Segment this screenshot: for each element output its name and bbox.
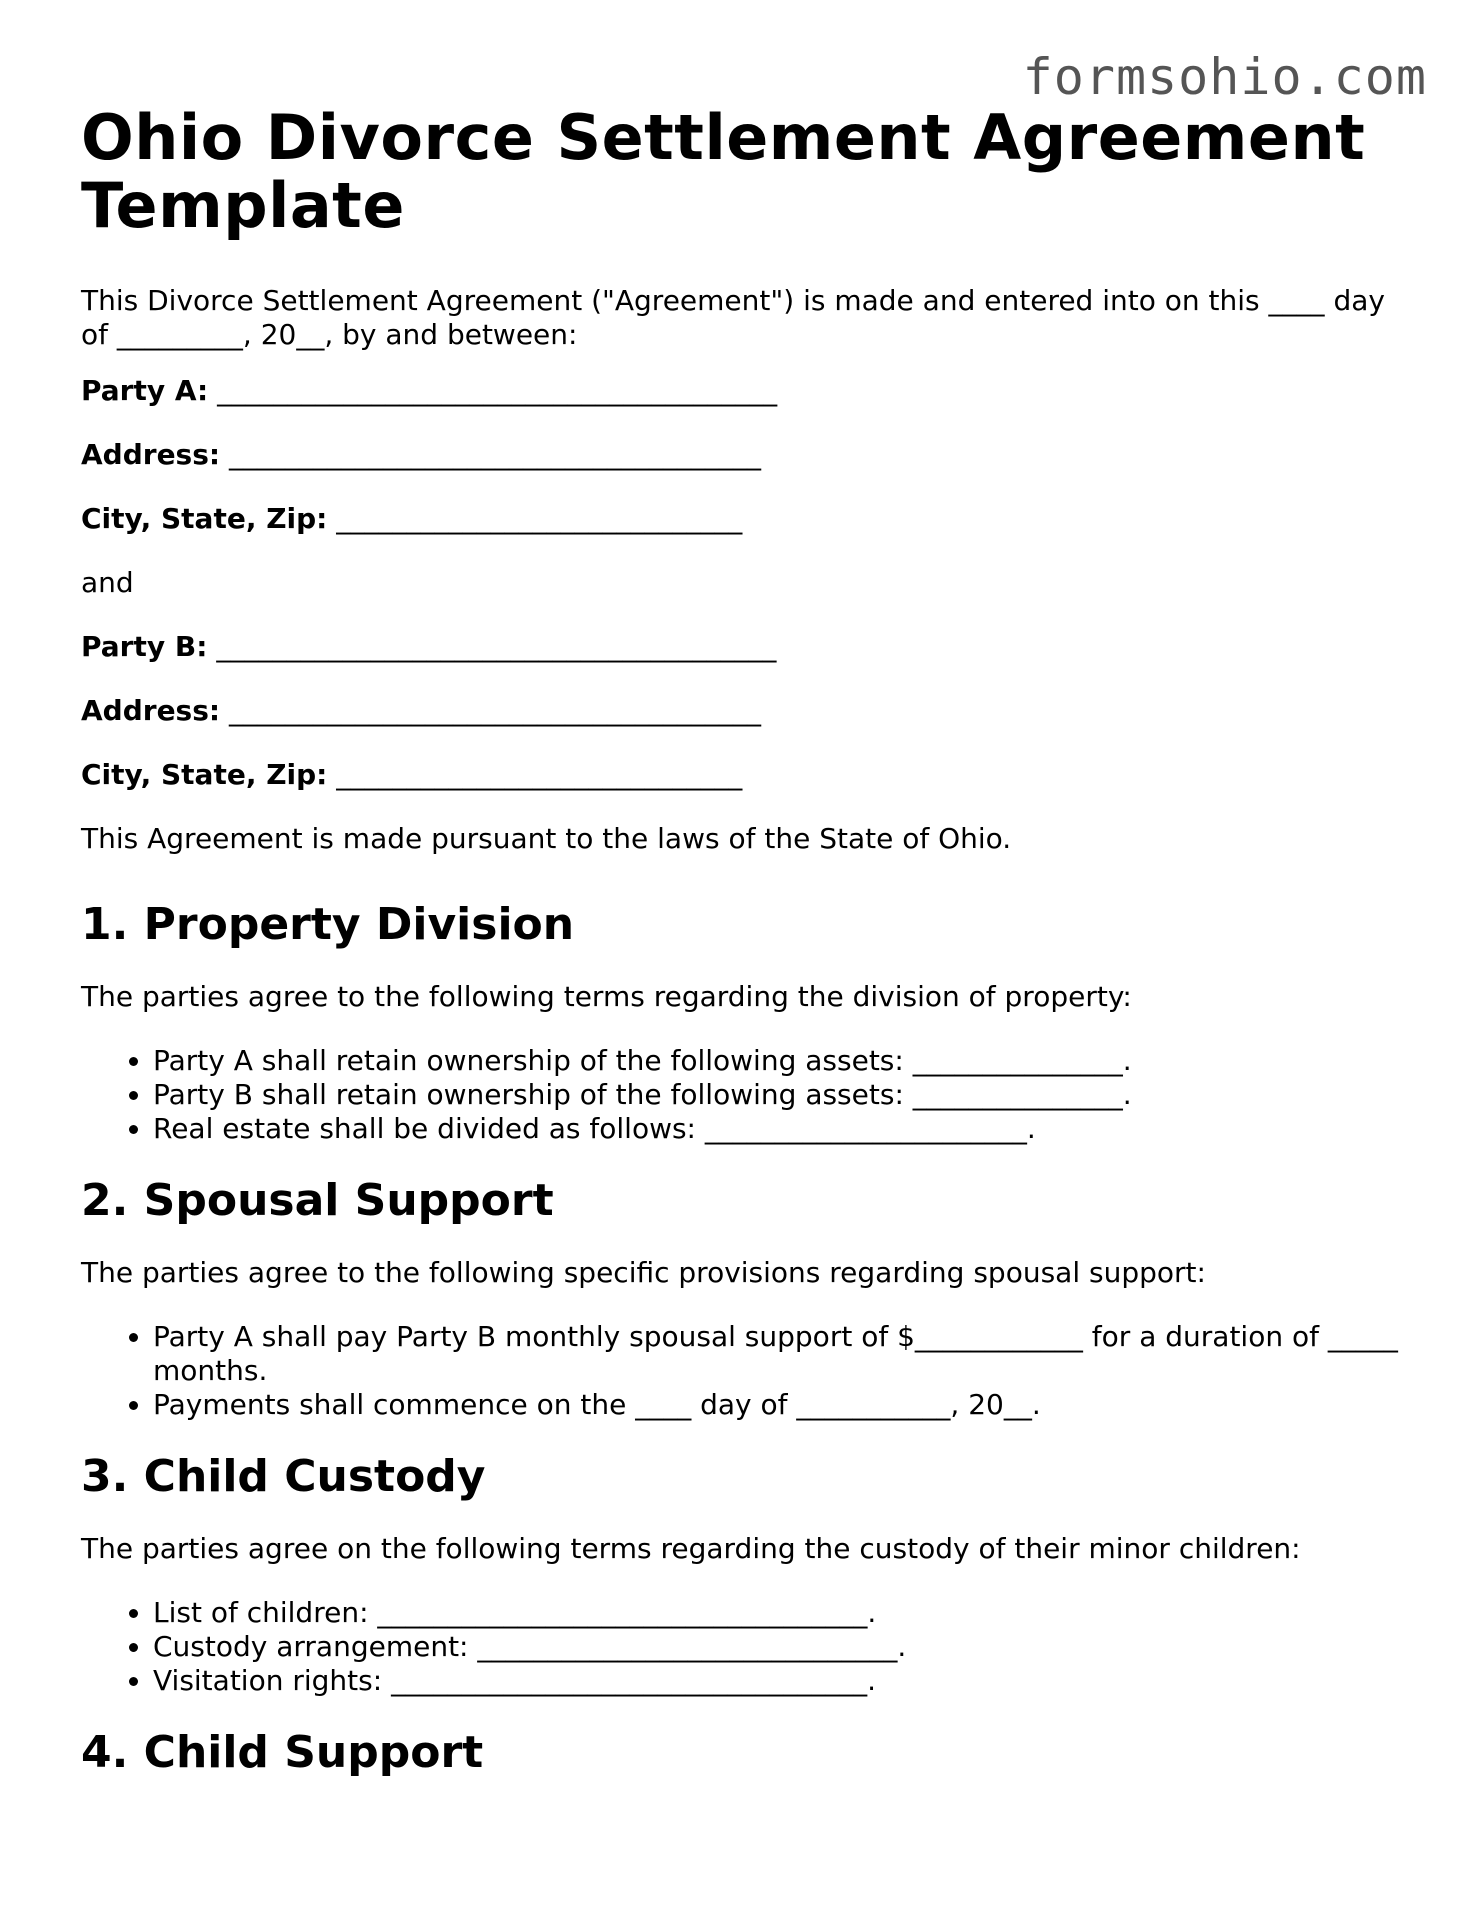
and-text: and: [81, 566, 134, 599]
party-a-address-label: Address:: [81, 438, 221, 471]
party-b-name-blank[interactable]: ________________________________________: [216, 630, 777, 663]
section-heading-custody: 3. Child Custody: [81, 1451, 486, 1502]
property-list: [81, 1044, 1411, 1146]
party-a-address-blank[interactable]: ______________________________________: [229, 438, 761, 471]
party-b-address-label: Address:: [81, 694, 221, 727]
document-title: Ohio Divorce Settlement Agreement Template: [81, 101, 1366, 242]
party-b-address-blank[interactable]: ______________________________________: [229, 694, 761, 727]
party-b-city-field: [81, 758, 1411, 792]
section-heading-spousal: 2. Spousal Support: [81, 1175, 554, 1226]
pursuant-paragraph: This Agreement is made pursuant to the laws of the State of Ohio.: [81, 822, 1012, 855]
list-item: • Custody arrangement: ______________________________.: [153, 1630, 1411, 1664]
party-b-city-label: City, State, Zip:: [81, 758, 328, 791]
party-a-city-label: City, State, Zip:: [81, 502, 328, 535]
party-a-city-field: [81, 502, 1411, 536]
watermark: formsohio.com: [1022, 48, 1427, 106]
party-b-address-field: [81, 694, 1411, 728]
section-text-spousal: The parties agree to the following specific provisions regarding spousal support:: [81, 1256, 1206, 1289]
party-a-name-field: [81, 374, 1411, 408]
section-text-property: The parties agree to the following terms regarding the division of property:: [81, 980, 1132, 1013]
custody-list: [81, 1596, 1411, 1698]
section-text-custody: The parties agree on the following terms regarding the custody of their minor children:: [81, 1532, 1301, 1565]
list-item: • Party A shall pay Party B monthly spousal support of $____________ for a duration of _____ months.: [153, 1320, 1411, 1388]
party-b-name-label: Party B:: [81, 630, 208, 663]
party-a-name-label: Party A:: [81, 374, 209, 407]
party-a-city-blank[interactable]: _____________________________: [336, 502, 743, 535]
party-b-name-field: [81, 630, 1411, 664]
section-heading-child-support: 4. Child Support: [81, 1727, 484, 1778]
spousal-list: [81, 1320, 1411, 1422]
party-a-name-blank[interactable]: ________________________________________: [217, 374, 778, 407]
list-item: • Visitation rights: __________________________________.: [153, 1664, 1411, 1698]
party-a-address-field: [81, 438, 1411, 472]
list-item: • List of children: ___________________________________.: [153, 1596, 1411, 1630]
list-item: • Party A shall retain ownership of the following assets: _______________.: [153, 1044, 1411, 1078]
document-page: [81, 101, 1411, 1808]
list-item: • Real estate shall be divided as follows: _______________________.: [153, 1112, 1411, 1146]
party-b-city-blank[interactable]: _____________________________: [336, 758, 743, 791]
list-item: • Payments shall commence on the ____ day of ___________, 20__.: [153, 1388, 1411, 1422]
section-heading-property: 1. Property Division: [81, 899, 575, 950]
list-item: • Party B shall retain ownership of the following assets: _______________.: [153, 1078, 1411, 1112]
intro-paragraph: This Divorce Settlement Agreement ("Agreement") is made and entered into on this ____ day of _________, 20__, by and between:: [81, 284, 1385, 351]
